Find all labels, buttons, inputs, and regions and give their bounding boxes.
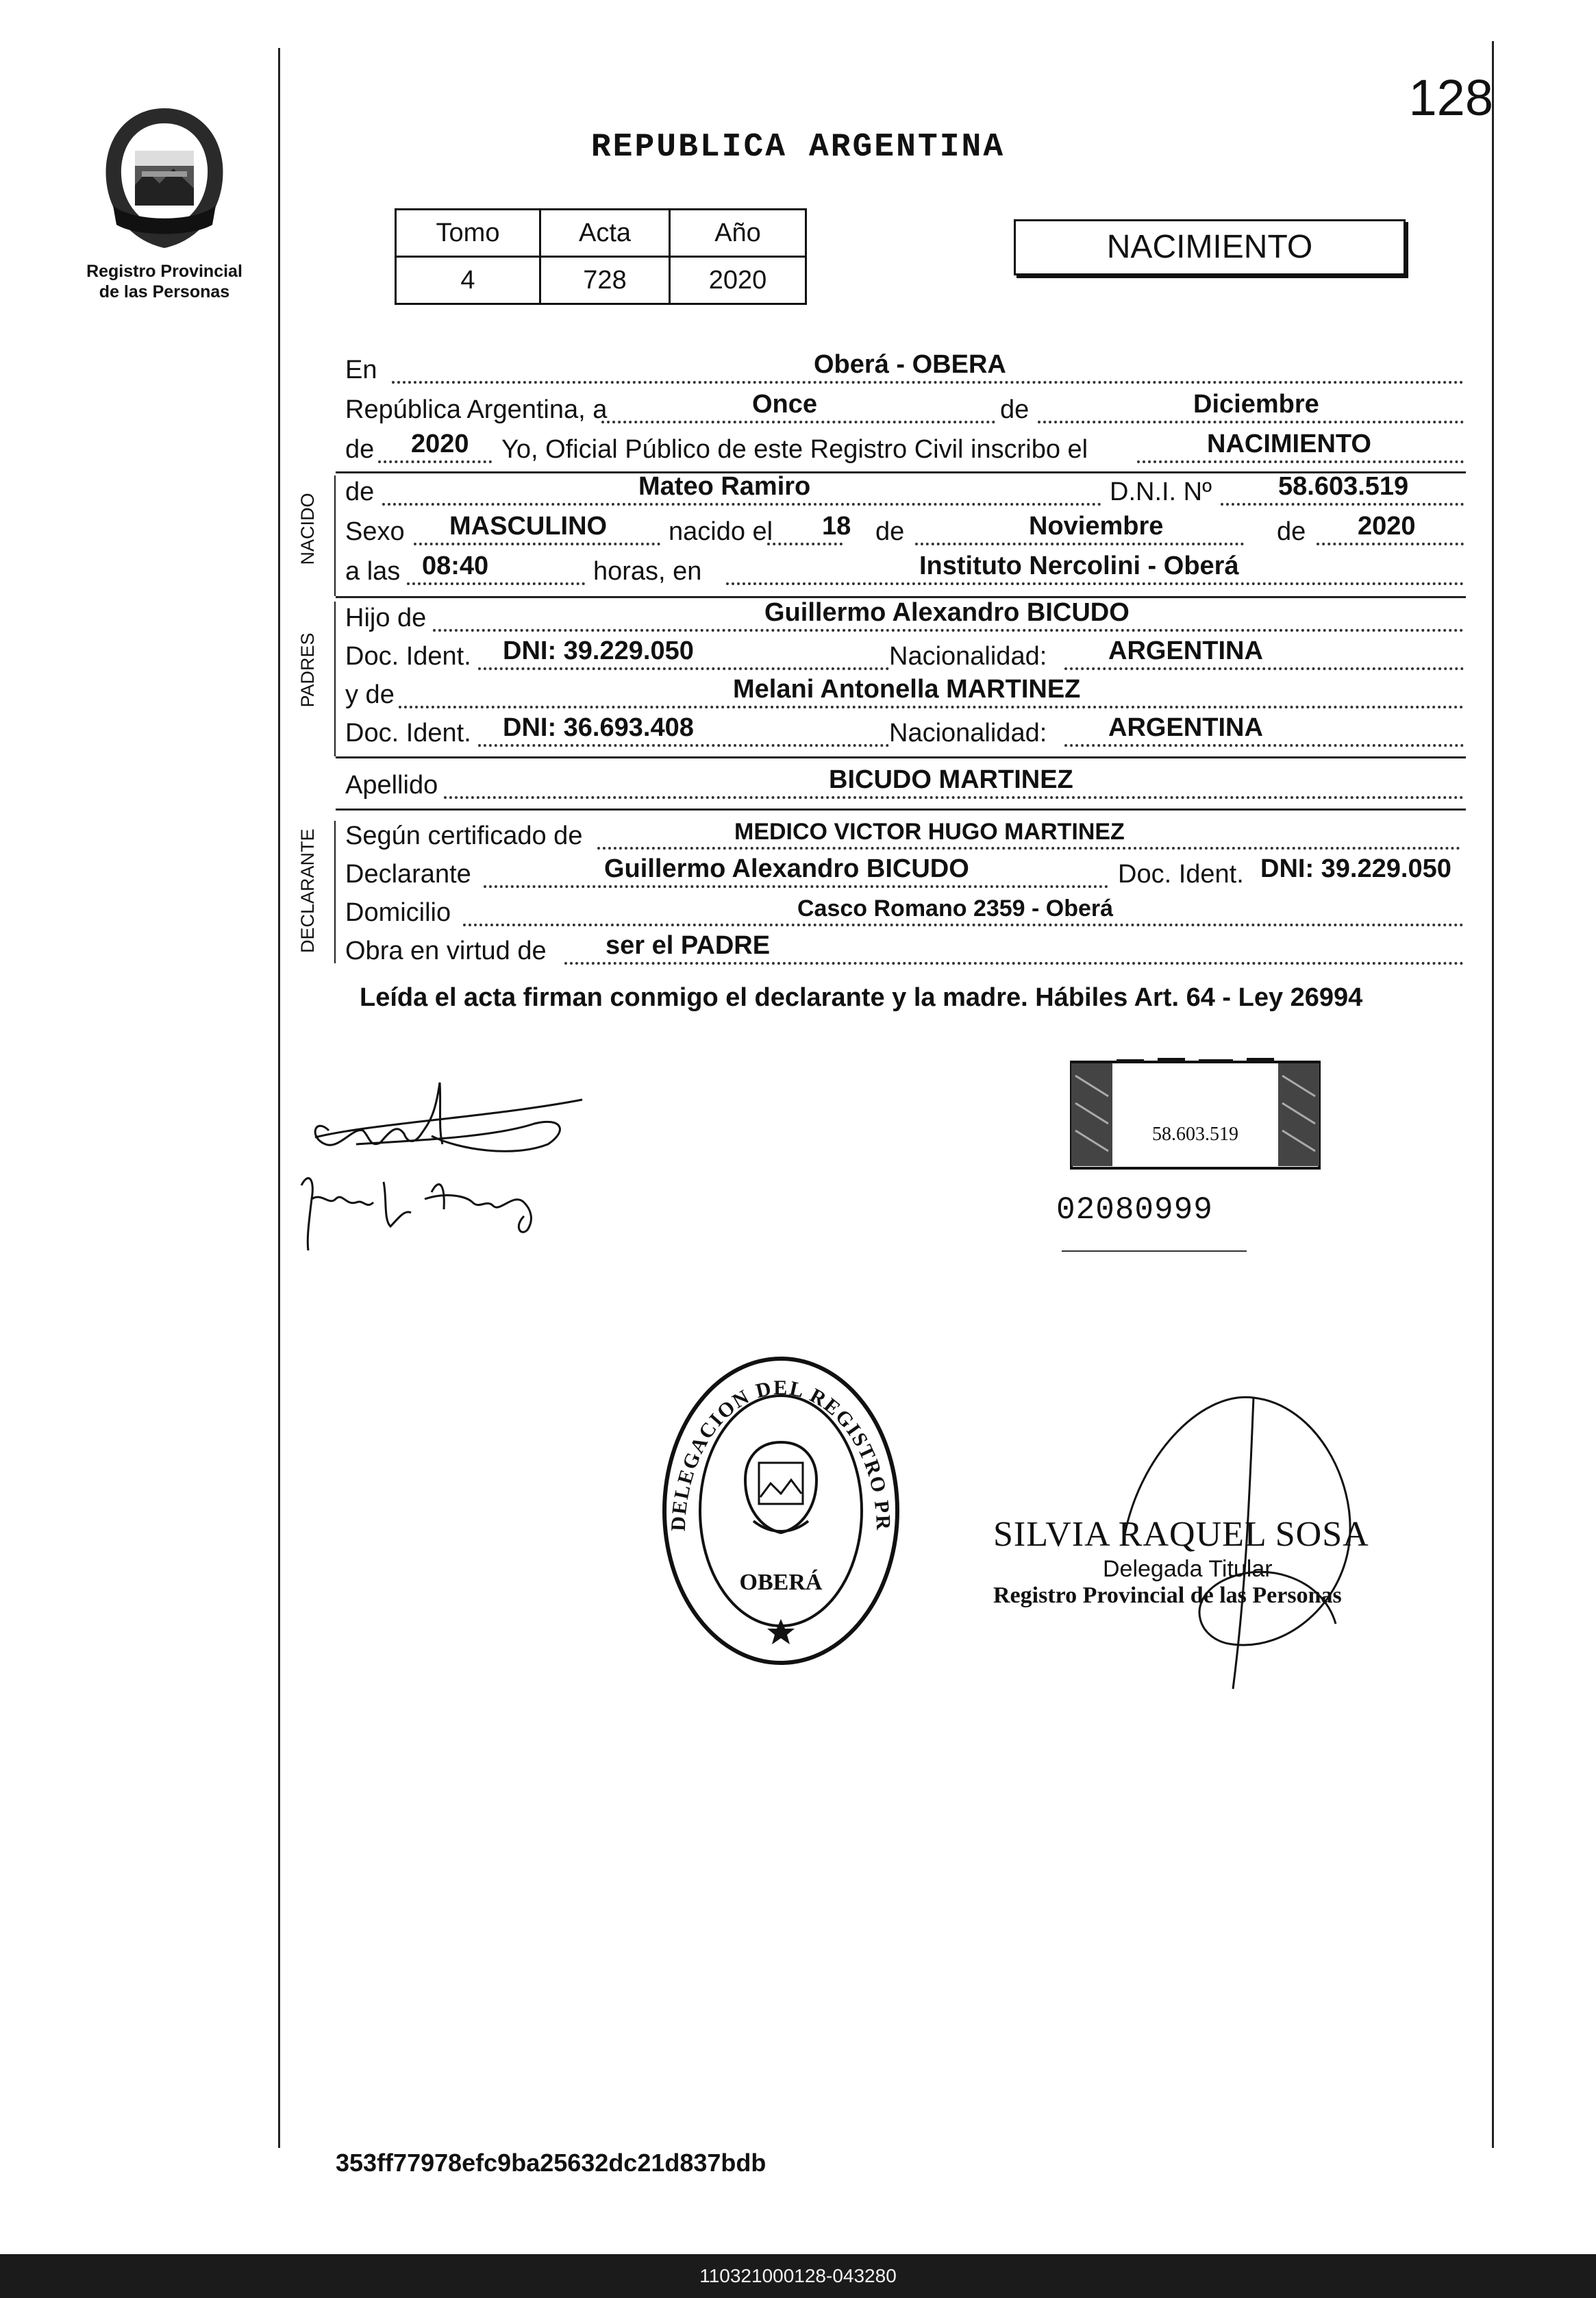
father-value: Guillermo Alexandro BICUDO bbox=[764, 598, 1130, 627]
birth-place-value: Instituto Nercolini - Oberá bbox=[919, 552, 1239, 580]
dots bbox=[726, 582, 1464, 585]
dots bbox=[1317, 543, 1464, 545]
dots bbox=[915, 543, 1244, 545]
label-hijo-de: Hijo de bbox=[345, 604, 427, 632]
row-obra bbox=[342, 932, 1466, 970]
child-names-value: Mateo Ramiro bbox=[638, 472, 811, 501]
section-label-declarante: DECLARANTE bbox=[297, 828, 318, 953]
row-hijo-de bbox=[342, 599, 1466, 637]
month-value: Diciembre bbox=[1193, 390, 1319, 419]
label-republica: República Argentina, a bbox=[345, 395, 608, 424]
dots bbox=[478, 744, 889, 747]
header-acta: Acta bbox=[540, 210, 670, 257]
certificate-value: MEDICO VICTOR HUGO MARTINEZ bbox=[734, 819, 1125, 845]
right-margin-line bbox=[1492, 41, 1494, 2148]
declarante-name-value: Guillermo Alexandro BICUDO bbox=[604, 854, 969, 883]
label-apellido: Apellido bbox=[345, 771, 438, 800]
label-y-de: y de bbox=[345, 680, 395, 709]
dots bbox=[478, 667, 889, 670]
year-value: 2020 bbox=[411, 430, 469, 458]
dots bbox=[1064, 667, 1464, 670]
label-domicilio: Domicilio bbox=[345, 898, 451, 927]
header-anio: Año bbox=[670, 210, 806, 257]
row-sexo bbox=[342, 512, 1466, 551]
dots bbox=[1064, 744, 1464, 747]
page-number: 128 bbox=[1408, 69, 1493, 126]
label-declarante: Declarante bbox=[345, 860, 471, 889]
official-signature-block bbox=[993, 1514, 1418, 1609]
section-label-padres: PADRES bbox=[297, 632, 318, 708]
day-value: Once bbox=[752, 390, 818, 419]
section-bracket-padres bbox=[334, 602, 336, 756]
row-nacido-de bbox=[342, 473, 1466, 511]
document-hash: 353ff77978efc9ba25632dc21d837bdb bbox=[336, 2149, 766, 2177]
label-a-las: a las bbox=[345, 557, 401, 586]
divider-apellido-top bbox=[336, 756, 1466, 758]
section-bracket-declarante bbox=[334, 821, 336, 963]
row-hora bbox=[342, 552, 1466, 591]
label-de-names: de bbox=[345, 478, 375, 506]
label-segun: Según certificado de bbox=[345, 821, 583, 850]
father-nat-value: ARGENTINA bbox=[1108, 637, 1263, 665]
row-republica bbox=[342, 391, 1466, 429]
domicilio-value: Casco Romano 2359 - Oberá bbox=[797, 895, 1114, 922]
id-stamp bbox=[1069, 1055, 1322, 1175]
mother-doc-value: DNI: 36.693.408 bbox=[503, 713, 694, 742]
label-sexo: Sexo bbox=[345, 517, 405, 546]
label-oficial: Yo, Oficial Público de este Registro Civil inscribo el bbox=[501, 435, 1088, 464]
section-bracket-nacido bbox=[334, 475, 336, 596]
row-oficial bbox=[342, 430, 1466, 469]
divider-declarante-top bbox=[336, 808, 1466, 811]
dots bbox=[1038, 421, 1464, 423]
row-en bbox=[342, 351, 1466, 389]
dots bbox=[407, 582, 585, 585]
dots bbox=[597, 847, 1460, 850]
section-label-nacido: NACIDO bbox=[297, 493, 318, 565]
label-obra: Obra en virtud de bbox=[345, 937, 547, 965]
dots bbox=[399, 706, 1464, 708]
dots bbox=[382, 503, 1101, 506]
dots bbox=[767, 543, 843, 545]
row-y-de bbox=[342, 676, 1466, 714]
dots bbox=[1137, 460, 1464, 463]
closing-note: Leída el acta firman conmigo el declarante y la madre. Hábiles Art. 64 - Ley 26994 bbox=[360, 983, 1363, 1012]
left-margin-line bbox=[278, 48, 280, 2148]
label-nacionalidad: Nacionalidad: bbox=[889, 719, 1047, 748]
label-nacido-el: nacido el bbox=[669, 517, 773, 546]
row-mother-doc bbox=[342, 714, 1466, 752]
document-title: REPUBLICA ARGENTINA bbox=[590, 129, 1006, 166]
logo-caption-2: de las Personas bbox=[99, 282, 230, 301]
row-segun bbox=[342, 817, 1466, 855]
mother-nat-value: ARGENTINA bbox=[1108, 713, 1263, 742]
child-dni-value: 58.603.519 bbox=[1278, 472, 1409, 501]
mother-value: Melani Antonella MARTINEZ bbox=[733, 675, 1081, 704]
value-tomo: 4 bbox=[396, 257, 540, 304]
label-doc-ident: Doc. Ident. bbox=[345, 719, 471, 748]
seal-city: OBERÁ bbox=[739, 1570, 823, 1595]
time-value: 08:40 bbox=[422, 552, 489, 580]
birth-year-value: 2020 bbox=[1358, 512, 1416, 541]
dots bbox=[601, 421, 995, 423]
dots bbox=[392, 381, 1464, 384]
label-de-month: de bbox=[875, 517, 905, 546]
label-doc-ident: Doc. Ident. bbox=[1118, 860, 1244, 889]
act-value: NACIMIENTO bbox=[1207, 430, 1371, 458]
birth-day-value: 18 bbox=[822, 512, 851, 541]
dots bbox=[463, 924, 1464, 926]
serial-number: 02080999 bbox=[1056, 1192, 1213, 1228]
label-de: de bbox=[1000, 395, 1030, 424]
logo-caption-1: Registro Provincial bbox=[86, 262, 242, 281]
seal-ring-text: DELEGACION DEL REGISTRO PR bbox=[666, 1376, 895, 1532]
dots bbox=[1221, 503, 1464, 506]
row-declarante bbox=[342, 855, 1466, 893]
header-tomo: Tomo bbox=[396, 210, 540, 257]
dots bbox=[484, 885, 1108, 888]
birth-month-value: Noviembre bbox=[1029, 512, 1164, 541]
apellido-value: BICUDO MARTINEZ bbox=[829, 765, 1073, 794]
serial-underline bbox=[1062, 1250, 1247, 1252]
label-de-year2: de bbox=[1277, 517, 1306, 546]
dots bbox=[378, 460, 492, 463]
official-name: SILVIA RAQUEL SOSA bbox=[993, 1515, 1369, 1554]
label-de-year: de bbox=[345, 435, 375, 464]
place-value: Oberá - OBERA bbox=[814, 350, 1006, 379]
record-type-box: NACIMIENTO bbox=[1014, 219, 1406, 275]
value-anio: 2020 bbox=[670, 257, 806, 304]
dots bbox=[433, 629, 1464, 632]
dots bbox=[564, 962, 1464, 965]
label-en: En bbox=[345, 356, 377, 384]
footer-code-bar: 110321000128-043280 bbox=[0, 2254, 1596, 2298]
dots bbox=[414, 543, 660, 545]
declarante-doc-value: DNI: 39.229.050 bbox=[1260, 854, 1451, 883]
official-role: Delegada Titular bbox=[1103, 1556, 1273, 1582]
label-horas: horas, en bbox=[593, 557, 702, 586]
row-father-doc bbox=[342, 637, 1466, 676]
declarant-signatures bbox=[288, 1062, 644, 1268]
province-emblem-icon bbox=[92, 103, 236, 254]
official-org: Registro Provincial de las Personas bbox=[993, 1583, 1342, 1608]
obra-value: ser el PADRE bbox=[606, 931, 771, 960]
value-acta: 728 bbox=[540, 257, 670, 304]
father-doc-value: DNI: 39.229.050 bbox=[503, 637, 694, 665]
seal-emblem-icon bbox=[745, 1442, 816, 1533]
row-domicilio bbox=[342, 893, 1466, 932]
row-apellido bbox=[342, 766, 1466, 804]
stamp-dni: 58.603.519 bbox=[1152, 1124, 1238, 1145]
delegation-seal bbox=[658, 1353, 904, 1668]
label-dni: D.N.I. Nº bbox=[1110, 478, 1212, 506]
dots bbox=[444, 796, 1464, 799]
label-nacionalidad: Nacionalidad: bbox=[889, 642, 1047, 671]
label-doc-ident: Doc. Ident. bbox=[345, 642, 471, 671]
sexo-value: MASCULINO bbox=[449, 512, 608, 541]
registry-table bbox=[395, 208, 807, 305]
